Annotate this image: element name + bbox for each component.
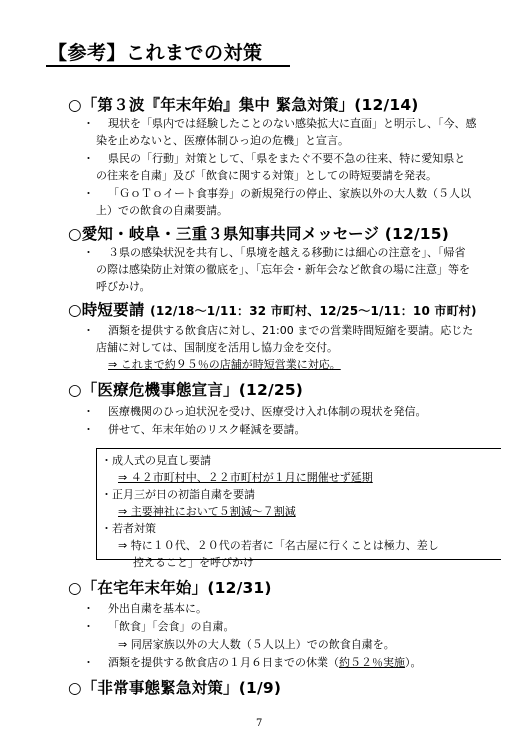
bullet-text: 併せて、年末年始のリスク軽減を要請。 xyxy=(108,423,306,436)
page-number: 7 xyxy=(256,718,263,729)
bullet-mark: ・ xyxy=(83,187,94,200)
section-heading-3 xyxy=(68,298,477,320)
bullet-text: 外出自粛を基本に。 xyxy=(108,602,207,615)
heading-sub: (12/18〜1/11：32 市町村、12/25〜1/11：10 市町村) xyxy=(150,304,477,318)
bullet-mark: ・ xyxy=(83,152,94,165)
bullet-mark: ・ xyxy=(83,423,94,436)
bullet-mark: ・ xyxy=(83,246,94,259)
bullet-text: 酒類を提供する飲食店に対し、21:00 までの営業時間短縮を要請。応じた xyxy=(108,324,474,337)
box-item: ・若者対策 xyxy=(101,522,156,535)
page-title: 【参考】これまでの対策 xyxy=(48,42,263,64)
box-item: ・成人式の見直し要請 xyxy=(101,454,211,467)
arrow-result: ⇒ これまで約９５％の店舗が時短営業に対応。 xyxy=(108,358,341,371)
bullet-text: の際は感染防止対策の徹底を」、「忘年会・新年会など飲食の場に注意」等を xyxy=(96,263,470,276)
section-heading-4: ○「医療危機事態宣言」(12/25) xyxy=(68,381,304,399)
bullet-mark: ・ xyxy=(83,656,94,669)
bullet-text-underlined: 約５２％実施 xyxy=(339,656,405,669)
bullet-text: 医療機関のひっ迫状況を受け、医療受け入れ体制の現状を発信。 xyxy=(108,405,427,418)
bullet-text-part: ）。 xyxy=(405,656,422,669)
arrow-result: ⇒ 同居家族以外の大人数（５人以上）での飲食自粛を。 xyxy=(118,638,395,651)
bullet-text: 店舗に対しては、国制度を活用し協力金を交付。 xyxy=(96,341,338,354)
bullet-text: 「ＧｏＴｏイート食事券」の新規発行の停止、家族以外の大人数（５人以 xyxy=(108,187,471,200)
section-heading-2: ○愛知・岐阜・三重３県知事共同メッセージ (12/15) xyxy=(68,225,450,243)
box-item: ・正月三が日の初詣自粛を要請 xyxy=(101,488,255,501)
box-item-result: ⇒ 主要神社において５割減〜７割減 xyxy=(118,505,296,518)
title-underline xyxy=(46,65,290,67)
box-item-result: ⇒ 特に１０代、２０代の若者に「名古屋に行くことは極力、差し xyxy=(118,539,439,552)
bullet-text: ３県の感染状況を共有し、「県境を越える移動には細心の注意を」、「帰省 xyxy=(108,246,466,259)
section-heading-5: ○「在宅年末年始」(12/31) xyxy=(68,579,272,597)
section-heading-1: ○「第３波『年末年始』集中 緊急対策」(12/14) xyxy=(68,96,419,114)
bullet-text: 現状を「県内では経験したことのない感染拡大に直面」と明示し、「今、感 xyxy=(108,117,477,130)
heading-main: ○時短要請 xyxy=(68,301,145,319)
section-heading-6: ○「非常事態緊急対策」(1/9) xyxy=(68,679,282,697)
bullet-mark: ・ xyxy=(83,602,94,615)
bullet-mark: ・ xyxy=(83,620,94,633)
bullet-text: 上）での飲食の自粛要請。 xyxy=(96,204,228,217)
bullet-text: 染を止めないと、医療体制ひっ迫の危機」と宣言。 xyxy=(96,134,349,147)
bullet-text: 「飲食」「会食」の自粛。 xyxy=(108,620,235,633)
bullet-mark: ・ xyxy=(83,405,94,418)
box-item-result: ⇒ ４２市町村中、２２市町村が１月に開催せず延期 xyxy=(118,471,373,484)
bullet-mark: ・ xyxy=(83,117,94,130)
bullet-text-part: 酒類を提供する飲食店の１月６日までの休業（ xyxy=(108,656,339,669)
bullet-text: 呼びかけ。 xyxy=(96,280,151,293)
bullet-text: 県民の「行動」対策として、「県をまたぐ不要不急の往来、特に愛知県と xyxy=(108,152,466,165)
box-item-result: 控えること」を呼びかけ xyxy=(133,556,254,569)
bullet-text xyxy=(108,654,422,670)
bullet-text: の往来を自粛」及び「飲食に関する対策」としての時短要請を発表。 xyxy=(96,169,437,182)
bullet-mark: ・ xyxy=(83,324,94,337)
